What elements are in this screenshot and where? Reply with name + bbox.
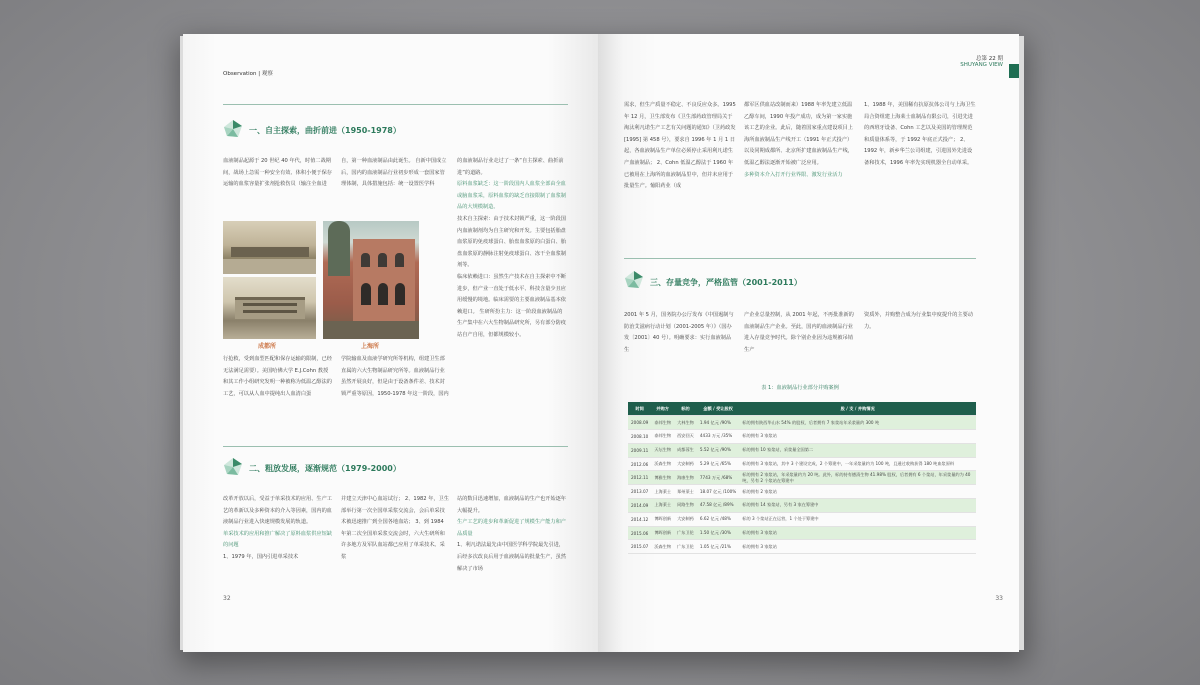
table-cell: 2008.10 <box>628 430 651 444</box>
table-cell: 4433 万元 /35% <box>697 430 739 444</box>
table-cell: 5.29 亿元 /65% <box>697 457 739 471</box>
header-amount: 金额 / 受让股权 <box>697 402 739 416</box>
table-cell: 博雅生物 <box>651 471 674 485</box>
table-cell: 沃森生物 <box>651 540 674 554</box>
left-page <box>183 34 598 652</box>
table-cell: 2013.07 <box>628 485 651 499</box>
table-cell: 广东卫伦 <box>674 526 697 540</box>
table-cell: 2008.09 <box>628 416 651 430</box>
table-row <box>628 540 976 554</box>
section2-col3-text: 站的数目迅速增加，血液制品的生产也开始逐年大幅提升。 <box>457 496 566 514</box>
top-col2 <box>744 100 856 181</box>
table-cell: 标的拥有 2 家浆站，年采浆量约为 20 吨。此外，标的持有德清生物 41.98% 股权，后者拥有 6 个浆站，年采浆量约为 40 吨，另有 2 个浆站在筹建中 <box>739 471 976 485</box>
table-row <box>628 485 976 499</box>
right-running-header <box>960 54 1003 68</box>
section2-col1 <box>223 494 333 564</box>
issue-label: 总第 22 期 <box>976 56 1003 62</box>
table-cell: 2012.11 <box>628 471 651 485</box>
table-cell: 2009.11 <box>628 443 651 457</box>
section2-gem-icon <box>223 457 243 477</box>
table-cell: 18.07 亿元 /100% <box>697 485 739 499</box>
table-cell: 博晖创新 <box>651 526 674 540</box>
table-cell: 郑州莱士 <box>674 485 697 499</box>
table-cell: 海康生物 <box>674 471 697 485</box>
section1-col2-text: 自，第一种血液制品由此诞生。 自新中国成立后，国内的血液制品行业初步形成一套国家管理体制，具体措施包括：统一设置医学科 <box>341 158 447 188</box>
left-page-number: 32 <box>223 595 231 602</box>
table-cell: 2015.06 <box>628 526 651 540</box>
table-cell: 2014.09 <box>628 499 651 513</box>
section2-col1-tail: 1、1979 年，国内引进单采技术 <box>223 553 299 560</box>
col3-para: 临床依赖进口：虽然生产技术在自主探索中不断进步，但产业一直处于低水平、科技含量少且应用缓慢的境地。临床需要的主要血液制品基本依赖进口。 生研所扮主力：这一阶段血液制品的生产集中在六大生物制品研究所，另有部分防疫站自产自用，但都规模较小。 <box>457 273 566 338</box>
col3-para: 技术自主探索：由于技术封锁严重，这一阶段国内血液制剂均为自主研究和开发。主要包括胎盘血浆原的免疫球蛋白、胎盘血浆原的白蛋白、胎盘血浆原的静脉注射免疫球蛋白、冻干全血浆制剂等。 <box>457 215 566 269</box>
header-tab-marker <box>1009 64 1019 78</box>
section3-top-rule <box>624 258 976 259</box>
table-cell: 2012.06 <box>628 457 651 471</box>
section2-col3-subhead: 生产工艺的进步和革新促进了规模生产能力和产品质量 <box>457 519 566 537</box>
right-page <box>598 34 1019 652</box>
header-date: 时间 <box>628 402 651 416</box>
table-cell: 西安回天 <box>674 430 697 444</box>
table-cell: 标的拥有 10 家浆站，采浆量全国第二 <box>739 443 976 457</box>
table-cell: 47.58 亿元 /89% <box>697 499 739 513</box>
table-cell: 大林生物 <box>674 416 697 430</box>
mergers-table <box>628 402 976 554</box>
table-cell: 同路生物 <box>674 499 697 513</box>
table-cell: 标的拥有陕西华山水 54% 的股权，后者拥有 7 家浆站年采浆量约 300 吨 <box>739 416 976 430</box>
section2-col1-subhead: 单采技术的应用和推广解决了原料血浆供应短缺的问题 <box>223 530 332 549</box>
section2-title: 二、粗放发展，逐渐规范（1979-2000） <box>249 464 401 473</box>
section1-col3 <box>457 156 567 342</box>
section1-col1-lower: 行抢救，受到血型匹配和保存运输的限制，已经无法满足需要）。美国哈佛大学 E.J.Cohn 教授和其工作小组研究发明一种被称为低温乙醇法的工艺，可以从人血中提纯出人血清白蛋 <box>223 356 332 397</box>
header-details: 股 / 支 / 并购情况 <box>739 402 976 416</box>
table-cell: 2014.12 <box>628 512 651 526</box>
table-cell: 1.50 亿元 /30% <box>697 526 739 540</box>
table-cell: 大安制药 <box>674 512 697 526</box>
table-cell: 1.94 亿元 /90% <box>697 416 739 430</box>
table-cell: 上海莱士 <box>651 485 674 499</box>
right-page-number: 33 <box>995 595 1003 602</box>
col3-para: 的血液制品行业走过了一条“自主探索、曲折前进”的道路。 <box>457 158 564 176</box>
top-col2-text: 都军区供血站改制而来）1988 年率先建立低温乙醇车间，1990 年投产成功，成为第一家实施该工艺的企业。此后，随着国家重点建设项目上海所血液制品生产线开工（1991 年正式投产）以及同期成都所、北京所扩建血液制品生产线，低温乙醇法逐渐开始被广泛应用。 <box>744 102 853 166</box>
table-cell: 泰邦生物 <box>651 430 674 444</box>
chengdu-photo-top <box>223 221 316 274</box>
table-cell: 5.52 亿元 /90% <box>697 443 739 457</box>
section2-col2-text: 并建立天津中心血站试行； 2、1982 年，卫生部举行第一次全国单采浆交流会，会后单采技术被迅速推广到全国各地血站； 3、到 1984 年第二次全国单采浆交流会时，六大生研所和许多地方及军队血站都已应用了单采技术。采浆 <box>341 496 449 560</box>
section1-col2-lower: 学院输血及血液学研究所等机构，组建卫生部直属的六大生物制品研究所等。血液制品行业虽然开展良好，但是由于设备条件差、技术封锁严重等原因，1950-1978 年这一阶段，国内 <box>341 356 449 397</box>
top-col3-text: 1、1988 年，美国稀有抗原抗体公司与上海卫生局合资组建上海莱士血制品有限公司，引进先进的西班牙设备、Cohn 工艺以及美国的管理规范和质量体系等，于 1992 年底正式投产； 2、1992 年，新乡华兰公司组建，引进国外先进设备和技术，1996 年率先实现机器全自动单采。 <box>864 102 976 166</box>
table-title: 表 1：血液制品行业部分并购案例 <box>761 385 839 391</box>
table-cell: 标的拥有 3 家浆站 <box>739 540 976 554</box>
section2-top-rule <box>223 446 568 447</box>
table-cell: 标的拥有 14 家浆站，另有 3 家在筹建中 <box>739 499 976 513</box>
caption-chengdu: 成都所 <box>258 343 277 350</box>
magazine-name: SHUYANG VIEW <box>960 62 1003 68</box>
table-row <box>628 443 976 457</box>
table-row <box>628 526 976 540</box>
section3-col1: 2001 年 5 月，国务院办公厅发布《中国遏制与防治艾滋病行动计划（2001-2005 年）》（国办发〔2001〕40 号）。明确要求：实行血液制品生 <box>624 312 734 353</box>
table-cell: 7743 万元 /68% <box>697 471 739 485</box>
shanghai-photo <box>323 221 419 339</box>
table-cell: 标的拥有 3 家浆站 <box>739 430 976 444</box>
table-cell: 标的 3 个浆站正在运营，1 个处于筹建中 <box>739 512 976 526</box>
chengdu-photo-bottom <box>223 277 316 339</box>
table-row <box>628 457 976 471</box>
section3-col3: 资质外，并购整合成为行业集中度提升的主要动力。 <box>864 312 973 330</box>
caption-shanghai: 上海所 <box>361 343 380 350</box>
table-cell: 沃森生物 <box>651 457 674 471</box>
section1-title: 一、自主探索，曲折前进（1950-1978） <box>249 126 401 135</box>
section2-col3 <box>457 494 567 575</box>
table-body <box>628 416 976 554</box>
header-target: 标的 <box>674 402 697 416</box>
top-col2-subhead: 多种资本介入打开行业界限、激发行业活力 <box>744 171 843 178</box>
header-acquirer: 并购方 <box>651 402 674 416</box>
left-running-header: Observation | 观察 <box>223 71 273 77</box>
section1-top-rule <box>223 104 568 105</box>
section2-col1-text: 改革开放以后，受益于单采技术的应用、生产工艺的革新以及多种资本的介入等因素，国内的血液制品行业进入快速规模发展的轨道。 <box>223 496 332 526</box>
table-cell: 成都蓉生 <box>674 443 697 457</box>
section1-col1-text: 血液制品起源于 20 世纪 40 年代，时值二战期间，战场上急需一种安全有效、体积小便于保存运输的血浆容量扩张剂抢救伤员（输注全血进 <box>223 158 332 188</box>
section3-col2: 产企业总量控制，从 2001 年起，不再批准新的血液制品生产企业。至此，国内的血液制品行业进入存量竞争时代。除个别企业因为违规被吊销生产 <box>744 312 854 353</box>
table-row <box>628 499 976 513</box>
table-cell: 标的拥有 3 家浆站 <box>739 526 976 540</box>
section1-gem-icon <box>223 119 243 139</box>
table-cell: 6.62 亿元 /48% <box>697 512 739 526</box>
table-row <box>628 416 976 430</box>
table-header-row <box>628 402 976 416</box>
table-row <box>628 471 976 485</box>
section3-gem-icon <box>624 270 644 290</box>
table-cell: 上海莱士 <box>651 499 674 513</box>
table-cell: 博晖创新 <box>651 512 674 526</box>
table-cell: 2015.07 <box>628 540 651 554</box>
table-cell: 泰邦生物 <box>651 416 674 430</box>
table-cell: 标的拥有 2 家浆站 <box>739 485 976 499</box>
col3-para: 原料血浆缺乏：这一阶段国内人血浆全部由全血或脑血浆采，原料血浆的缺乏直接限制了血浆制品的大规模制造。 <box>457 181 566 211</box>
table-row <box>628 430 976 444</box>
table-cell: 天坛生物 <box>651 443 674 457</box>
table-cell: 广东卫伦 <box>674 540 697 554</box>
table-cell: 标的拥有 3 家浆站，其中 3 个建设完成，2 个筹建中，一年采浆量约为 100 吨，且通过收购获得 180 吨血浆原料 <box>739 457 976 471</box>
table-row <box>628 512 976 526</box>
section3-title: 三、存量竞争，严格监管（2001-2011） <box>650 278 802 287</box>
table-cell: 大安制药 <box>674 457 697 471</box>
section2-col3-tail: 1、利凡诺法最先由中国医学科学院最先引进，后经多次改良后用于血液制品的批量生产，虽然解决了市场 <box>457 542 566 572</box>
top-col1-text: 需求，但生产质量不稳定、不良反应众多。1995 年 12 月，卫生部发布《卫生部药政管理局关于淘汰利凡诺生产工艺有关问题的通知》（卫药政发[1995] 第 458 号），要求自 1996 年 1 月 1 日起，各血液制品生产单位必须停止采用利凡诺生产血液制品； 2、Cohn 低温乙醇法于 1960 年已被用在上海所的血液制品里中，但并未应用于批量生产。葡阳药业（成 <box>624 102 736 190</box>
table-cell: 1.05 亿元 /21% <box>697 540 739 554</box>
